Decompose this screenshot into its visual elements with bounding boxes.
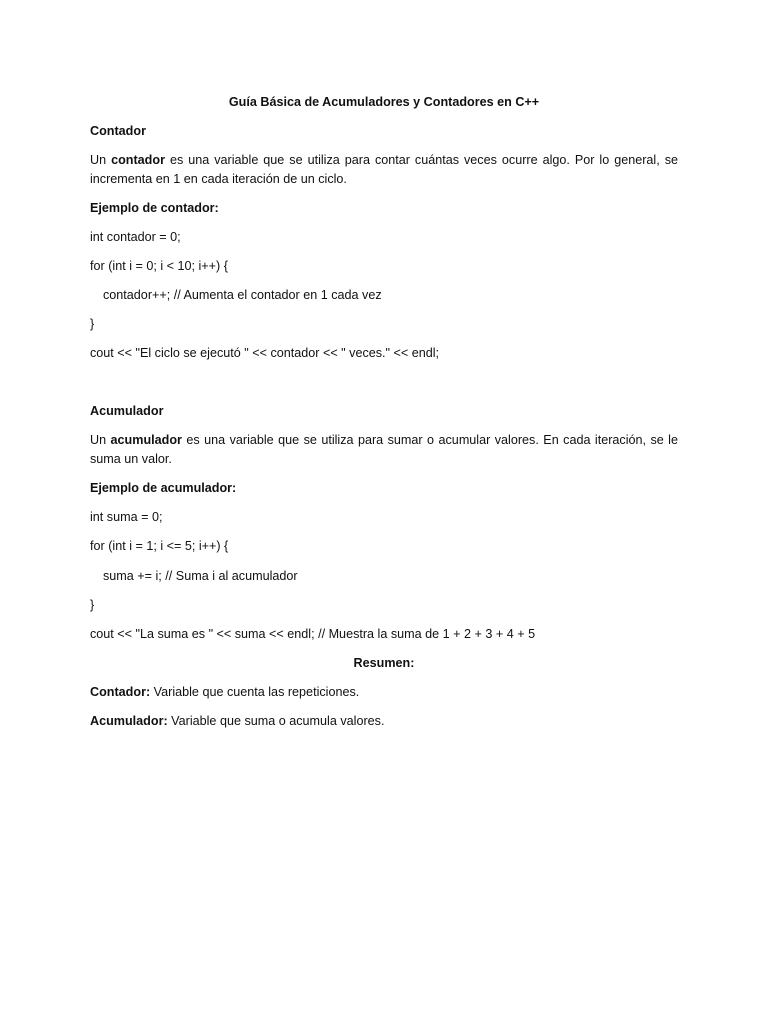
resumen-text: Variable que cuenta las repeticiones. [150,685,360,699]
code-line: } [90,317,95,331]
resumen-term: Contador: [90,685,151,699]
contador-heading: Contador [90,124,146,138]
code-line: } [90,598,95,612]
resumen-item-acumulador [90,712,678,731]
contador-intro-paragraph [90,151,678,189]
resumen-term: Acumulador: [90,714,168,728]
resumen-heading: Resumen: [353,656,415,670]
acumulador-example-heading: Ejemplo de acumulador: [90,481,237,495]
contador-intro-prefix: Un [90,153,112,167]
acumulador-intro-paragraph [90,431,678,469]
code-line: for (int i = 1; i <= 5; i++) { [90,539,229,553]
acumulador-intro-rest: es una variable que se utiliza para sumar o acumular valores. En cada iteración, se le suma un valor. [90,433,678,466]
code-line: contador++; // Aumenta el contador en 1 cada vez [103,288,382,302]
code-line: cout << "La suma es " << suma << endl; // Muestra la suma de 1 + 2 + 3 + 4 + 5 [90,627,536,641]
acumulador-intro-prefix: Un [90,433,111,447]
contador-intro-rest: es una variable que se utiliza para contar cuántas veces ocurre algo. Por lo general, se incrementa en 1 en cada iteración de un ciclo. [90,153,679,186]
code-line: cout << "El ciclo se ejecutó " << contador << " veces." << endl; [90,346,440,360]
code-line: for (int i = 0; i < 10; i++) { [90,259,228,273]
resumen-text: Variable que suma o acumula valores. [167,714,385,728]
code-line: suma += i; // Suma i al acumulador [103,569,298,583]
document-title: Guía Básica de Acumuladores y Contadores en C++ [228,95,540,109]
contador-example-heading: Ejemplo de contador: [90,201,219,215]
resumen-item-contador [90,683,678,702]
acumulador-intro-term: acumulador [110,433,182,447]
acumulador-heading: Acumulador [90,404,164,418]
code-line: int contador = 0; [90,230,181,244]
code-line: int suma = 0; [90,510,163,524]
contador-intro-term: contador [111,153,165,167]
